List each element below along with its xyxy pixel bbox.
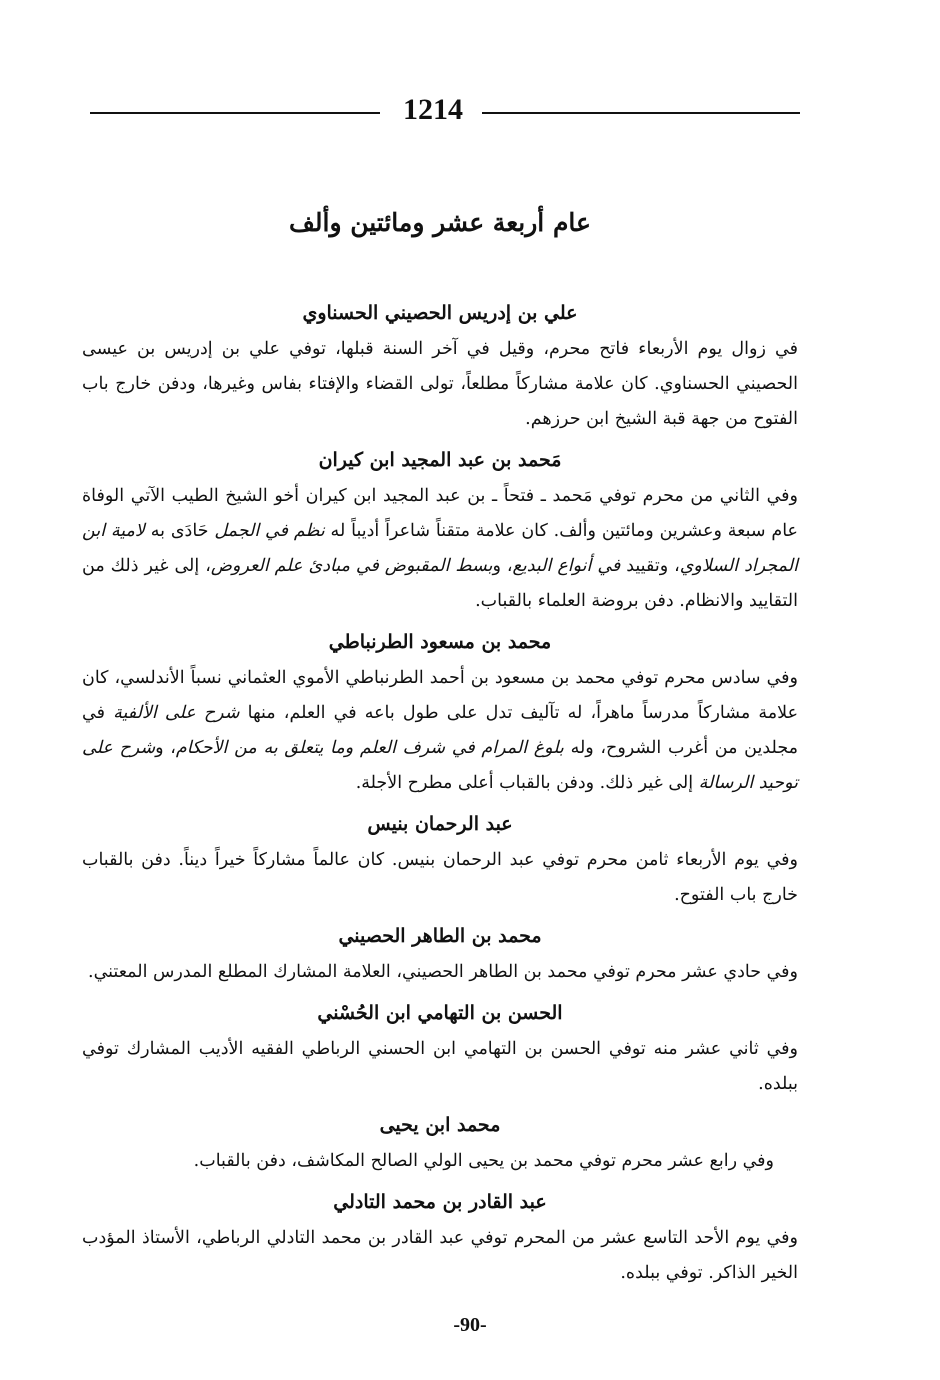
body-text: وفي يوم الأحد التاسع عشر من المحرم توفي عبد القادر بن محمد التادلي الرباطي، الأستاذ المؤدب الخير الذاكر. توفي ببلده.: [82, 1228, 798, 1283]
body-text: وفي حادي عشر محرم توفي محمد بن الطاهر الحصيني، العلامة المشارك المطلع المدرس المعتني.: [88, 962, 798, 982]
book-title: بسط المقبوض في مبادئ علم العروض: [210, 556, 493, 576]
entry-body: [82, 332, 798, 437]
entry-body: [82, 955, 798, 990]
entry-body: [82, 1032, 798, 1102]
body-text: وفي ثاني عشر منه توفي الحسن بن التهامي ابن الحسني الرباطي الفقيه الأديب المشارك توفي ببلده.: [82, 1039, 798, 1094]
body-text: وفي الثاني من محرم توفي مَحمد ـ فتحاً ـ بن عبد المجيد ابن كيران أخو الشيخ الطيب الآتي الوفاة عام سبعة وعشرين ومائتين وألف. كان علامة متقناً شاعراً أديباً له: [82, 486, 798, 541]
body-text: وفي رابع عشر محرم توفي محمد بن يحيى الولي الصالح المكاشف، دفن بالقباب.: [193, 1151, 774, 1171]
entry-body: [82, 1221, 798, 1291]
page-number: -90-: [453, 1314, 487, 1336]
entry-name: محمد بن مسعود الطرنباطي: [328, 631, 552, 653]
body-text: في زوال يوم الأربعاء فاتح محرم، وقيل في آخر السنة قبلها، توفي علي بن إدريس بن عيسى الحصيني الحسناوي. كان علامة مشاركاً مطلعاً، تولى القضاء والإفتاء بفاس وغيرها، ودفن خارج باب الفتوح من جهة قبة الشيخ ابن حرزهم.: [82, 339, 798, 429]
entry-name: عبد الرحمان بنيس: [367, 813, 513, 835]
book-title: في أنواع البديع: [512, 556, 621, 576]
entry-body: [82, 1144, 798, 1179]
body-text: وفي يوم الأربعاء ثامن محرم توفي عبد الرحمان بنيس. كان عالماً مشاركاً خيراً ديناً. دفن بالقباب خارج باب الفتوح.: [82, 850, 798, 905]
book-title: بلوغ المرام في شرف العلم وما يتعلق به من الأحكام: [175, 738, 564, 758]
body-text: وفي سادس محرم توفي محمد بن مسعود بن أحمد الطرنباطي الأموي العثماني نسباً الأندلسي، كان علامة مشاركاً مدرساً ماهراً، له تآليف تدل على طول باعه في العلم، منها: [82, 668, 799, 723]
book-title: لامية ابن المجراد السلاوي: [82, 521, 798, 576]
body-text: في مجلدين من أغرب الشروح، وله: [82, 703, 798, 758]
entry-name: محمد بن الطاهر الحصيني: [338, 925, 542, 947]
entries-list: [82, 294, 798, 1291]
entry-name: مَحمد بن عبد المجيد ابن كيران: [318, 449, 562, 471]
book-title: شرح على توحيد الرسالة: [82, 738, 798, 793]
body-text: إلى غير ذلك. ودفن بالقباب أعلى مطرح الأجلة.: [355, 773, 699, 793]
page-header: [90, 88, 800, 136]
entry-name: علي بن إدريس الحصيني الحسناوي: [302, 302, 578, 324]
header-rule-left: [90, 112, 380, 114]
entry-name: عبد القادر بن محمد التادلي: [333, 1191, 547, 1213]
entry-name: الحسن بن التهامي ابن الحُسْني: [317, 1002, 563, 1024]
entry-body: [82, 843, 798, 913]
body-text: ، و: [155, 738, 176, 758]
body-text: ، و: [492, 556, 513, 576]
page-content: [82, 198, 798, 1295]
book-title: شرح على الألفية: [113, 703, 240, 723]
header-rule-right: [482, 112, 800, 114]
entry-name: محمد ابن يحيى: [379, 1114, 501, 1136]
body-text: حَادَى به: [144, 521, 215, 541]
chapter-title: عام أربعة عشر ومائتين وألف: [289, 208, 591, 237]
body-text: ، إلى غير ذلك من التقاييد والانظام. دفن بروضة العلماء بالقباب.: [82, 556, 798, 611]
header-year: 1214: [403, 93, 463, 126]
body-text: ، وتقييد: [620, 556, 680, 576]
book-title: نظم في الجمل: [214, 521, 325, 541]
entry-body: [82, 661, 798, 801]
entry-body: [82, 479, 798, 619]
